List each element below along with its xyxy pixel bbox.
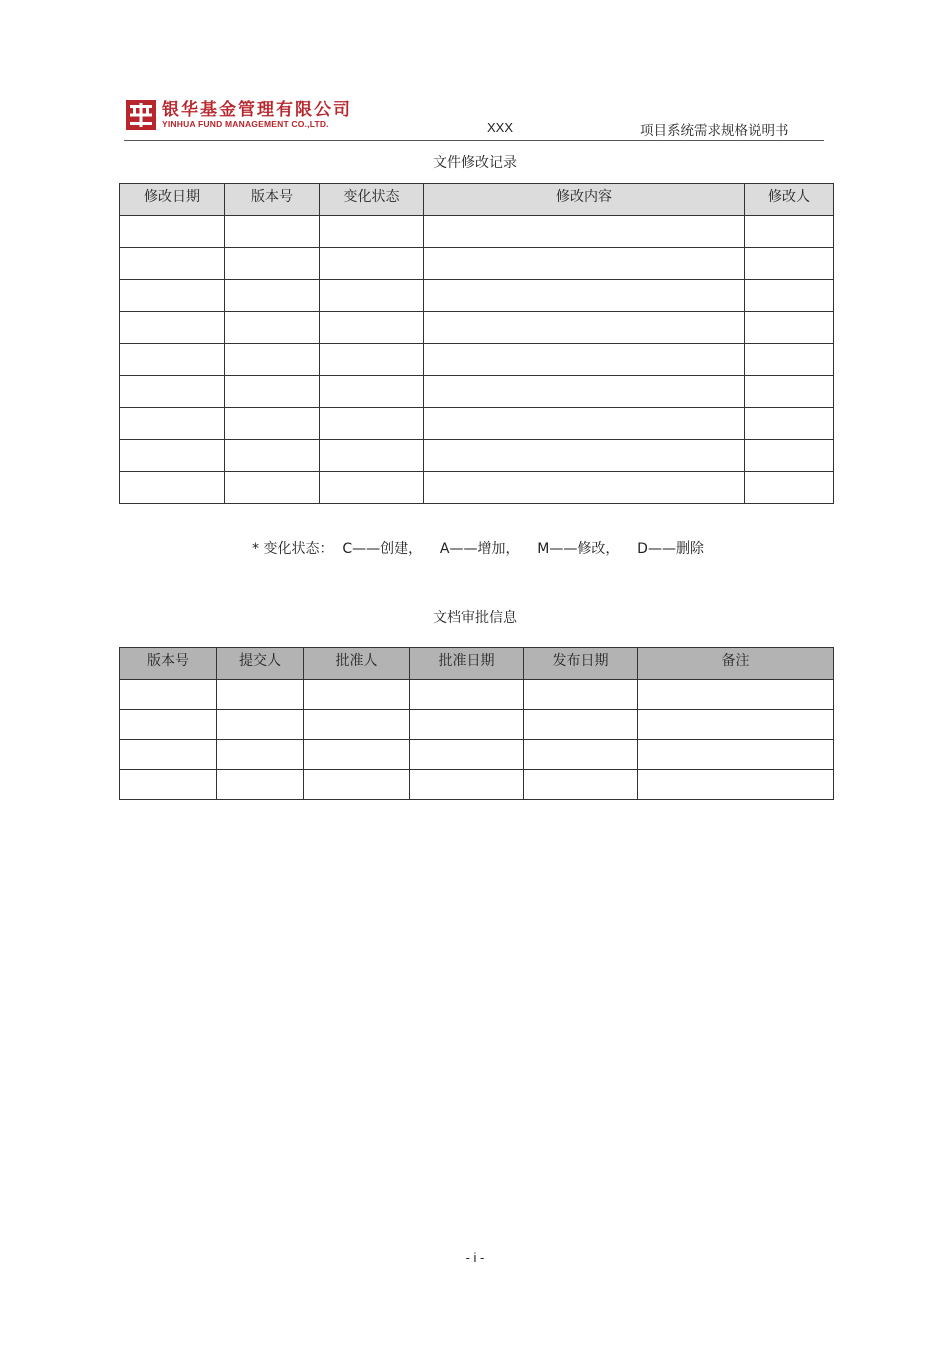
table-cell[interactable] bbox=[638, 710, 834, 740]
table-cell[interactable] bbox=[424, 344, 745, 376]
table-cell[interactable] bbox=[120, 376, 225, 408]
table-cell[interactable] bbox=[320, 280, 424, 312]
column-header-submitter: 提交人 bbox=[217, 648, 304, 680]
table-cell[interactable] bbox=[424, 312, 745, 344]
table-cell[interactable] bbox=[638, 680, 834, 710]
company-logo-icon bbox=[126, 100, 156, 130]
table-cell[interactable] bbox=[120, 344, 225, 376]
table-cell[interactable] bbox=[320, 376, 424, 408]
table-cell[interactable] bbox=[320, 344, 424, 376]
table-cell[interactable] bbox=[745, 440, 834, 472]
table-cell[interactable] bbox=[638, 740, 834, 770]
table-cell[interactable] bbox=[304, 740, 410, 770]
table-cell[interactable] bbox=[217, 680, 304, 710]
table-cell[interactable] bbox=[745, 376, 834, 408]
table-row bbox=[120, 312, 834, 344]
table-cell[interactable] bbox=[120, 710, 217, 740]
revision-record-table bbox=[119, 183, 834, 504]
table-cell[interactable] bbox=[225, 472, 320, 504]
table-cell[interactable] bbox=[225, 280, 320, 312]
table-cell[interactable] bbox=[524, 770, 638, 800]
company-name-cn: 银华基金管理有限公司 bbox=[162, 99, 352, 120]
table-cell[interactable] bbox=[524, 710, 638, 740]
table-cell[interactable] bbox=[225, 216, 320, 248]
table-row bbox=[120, 344, 834, 376]
table-cell[interactable] bbox=[120, 740, 217, 770]
table-row bbox=[120, 740, 834, 770]
table-cell[interactable] bbox=[410, 680, 524, 710]
table-row bbox=[120, 216, 834, 248]
approval-info-table bbox=[119, 647, 834, 800]
table-cell[interactable] bbox=[225, 312, 320, 344]
table-cell[interactable] bbox=[320, 216, 424, 248]
table-cell[interactable] bbox=[320, 472, 424, 504]
table-cell[interactable] bbox=[304, 710, 410, 740]
table-cell[interactable] bbox=[304, 680, 410, 710]
table-cell[interactable] bbox=[304, 770, 410, 800]
table-cell[interactable] bbox=[320, 440, 424, 472]
table-row bbox=[120, 710, 834, 740]
project-name: XXX bbox=[487, 120, 514, 135]
table-cell[interactable] bbox=[424, 472, 745, 504]
table-cell[interactable] bbox=[410, 710, 524, 740]
company-name-en: YINHUA FUND MANAGEMENT CO.,LTD. bbox=[162, 118, 329, 129]
table-cell[interactable] bbox=[524, 680, 638, 710]
table-cell[interactable] bbox=[424, 408, 745, 440]
table-cell[interactable] bbox=[120, 472, 225, 504]
table-row bbox=[120, 680, 834, 710]
table-row bbox=[120, 408, 834, 440]
table-cell[interactable] bbox=[524, 740, 638, 770]
table-cell[interactable] bbox=[120, 312, 225, 344]
header-divider bbox=[124, 140, 824, 141]
table-row bbox=[120, 440, 834, 472]
table-cell[interactable] bbox=[225, 344, 320, 376]
column-header-change-status: 变化状态 bbox=[320, 184, 424, 216]
table-row bbox=[120, 280, 834, 312]
table-cell[interactable] bbox=[410, 740, 524, 770]
table-cell[interactable] bbox=[225, 408, 320, 440]
table-cell[interactable] bbox=[638, 770, 834, 800]
column-header-version: 版本号 bbox=[120, 648, 217, 680]
table-cell[interactable] bbox=[320, 408, 424, 440]
table-cell[interactable] bbox=[424, 440, 745, 472]
column-header-version: 版本号 bbox=[225, 184, 320, 216]
table-cell[interactable] bbox=[745, 408, 834, 440]
table-cell[interactable] bbox=[424, 376, 745, 408]
table-cell[interactable] bbox=[120, 770, 217, 800]
table-cell[interactable] bbox=[225, 248, 320, 280]
column-header-approval-date: 批准日期 bbox=[410, 648, 524, 680]
company-logo bbox=[126, 99, 352, 131]
revision-record-title: 文件修改记录 bbox=[433, 155, 517, 171]
table-cell[interactable] bbox=[745, 280, 834, 312]
table-cell[interactable] bbox=[120, 248, 225, 280]
table-cell[interactable] bbox=[745, 472, 834, 504]
table-cell[interactable] bbox=[225, 376, 320, 408]
table-cell[interactable] bbox=[225, 440, 320, 472]
table-cell[interactable] bbox=[320, 312, 424, 344]
table-cell[interactable] bbox=[217, 740, 304, 770]
table-row bbox=[120, 248, 834, 280]
document-title: 项目系统需求规格说明书 bbox=[640, 123, 789, 139]
table-header-row bbox=[120, 184, 834, 216]
table-cell[interactable] bbox=[424, 280, 745, 312]
table-cell[interactable] bbox=[217, 710, 304, 740]
table-cell[interactable] bbox=[745, 216, 834, 248]
table-cell[interactable] bbox=[410, 770, 524, 800]
table-cell[interactable] bbox=[745, 248, 834, 280]
change-status-legend: * 变化状态： C——创建， A——增加， M——修改， D——删除 bbox=[252, 541, 704, 557]
column-header-release-date: 发布日期 bbox=[524, 648, 638, 680]
table-cell[interactable] bbox=[320, 248, 424, 280]
column-header-modify-date: 修改日期 bbox=[120, 184, 225, 216]
table-cell[interactable] bbox=[120, 280, 225, 312]
table-cell[interactable] bbox=[120, 216, 225, 248]
table-cell[interactable] bbox=[120, 408, 225, 440]
table-cell[interactable] bbox=[745, 344, 834, 376]
page-number: - i - bbox=[465, 1250, 485, 1265]
table-cell[interactable] bbox=[745, 312, 834, 344]
table-cell[interactable] bbox=[120, 680, 217, 710]
table-cell[interactable] bbox=[120, 440, 225, 472]
table-row bbox=[120, 770, 834, 800]
approval-info-title: 文档审批信息 bbox=[433, 610, 517, 626]
column-header-modifier: 修改人 bbox=[745, 184, 834, 216]
table-row bbox=[120, 376, 834, 408]
table-row bbox=[120, 472, 834, 504]
column-header-modify-content: 修改内容 bbox=[424, 184, 745, 216]
column-header-remarks: 备注 bbox=[638, 648, 834, 680]
column-header-approver: 批准人 bbox=[304, 648, 410, 680]
table-header-row bbox=[120, 648, 834, 680]
table-cell[interactable] bbox=[217, 770, 304, 800]
table-cell[interactable] bbox=[424, 216, 745, 248]
table-cell[interactable] bbox=[424, 248, 745, 280]
